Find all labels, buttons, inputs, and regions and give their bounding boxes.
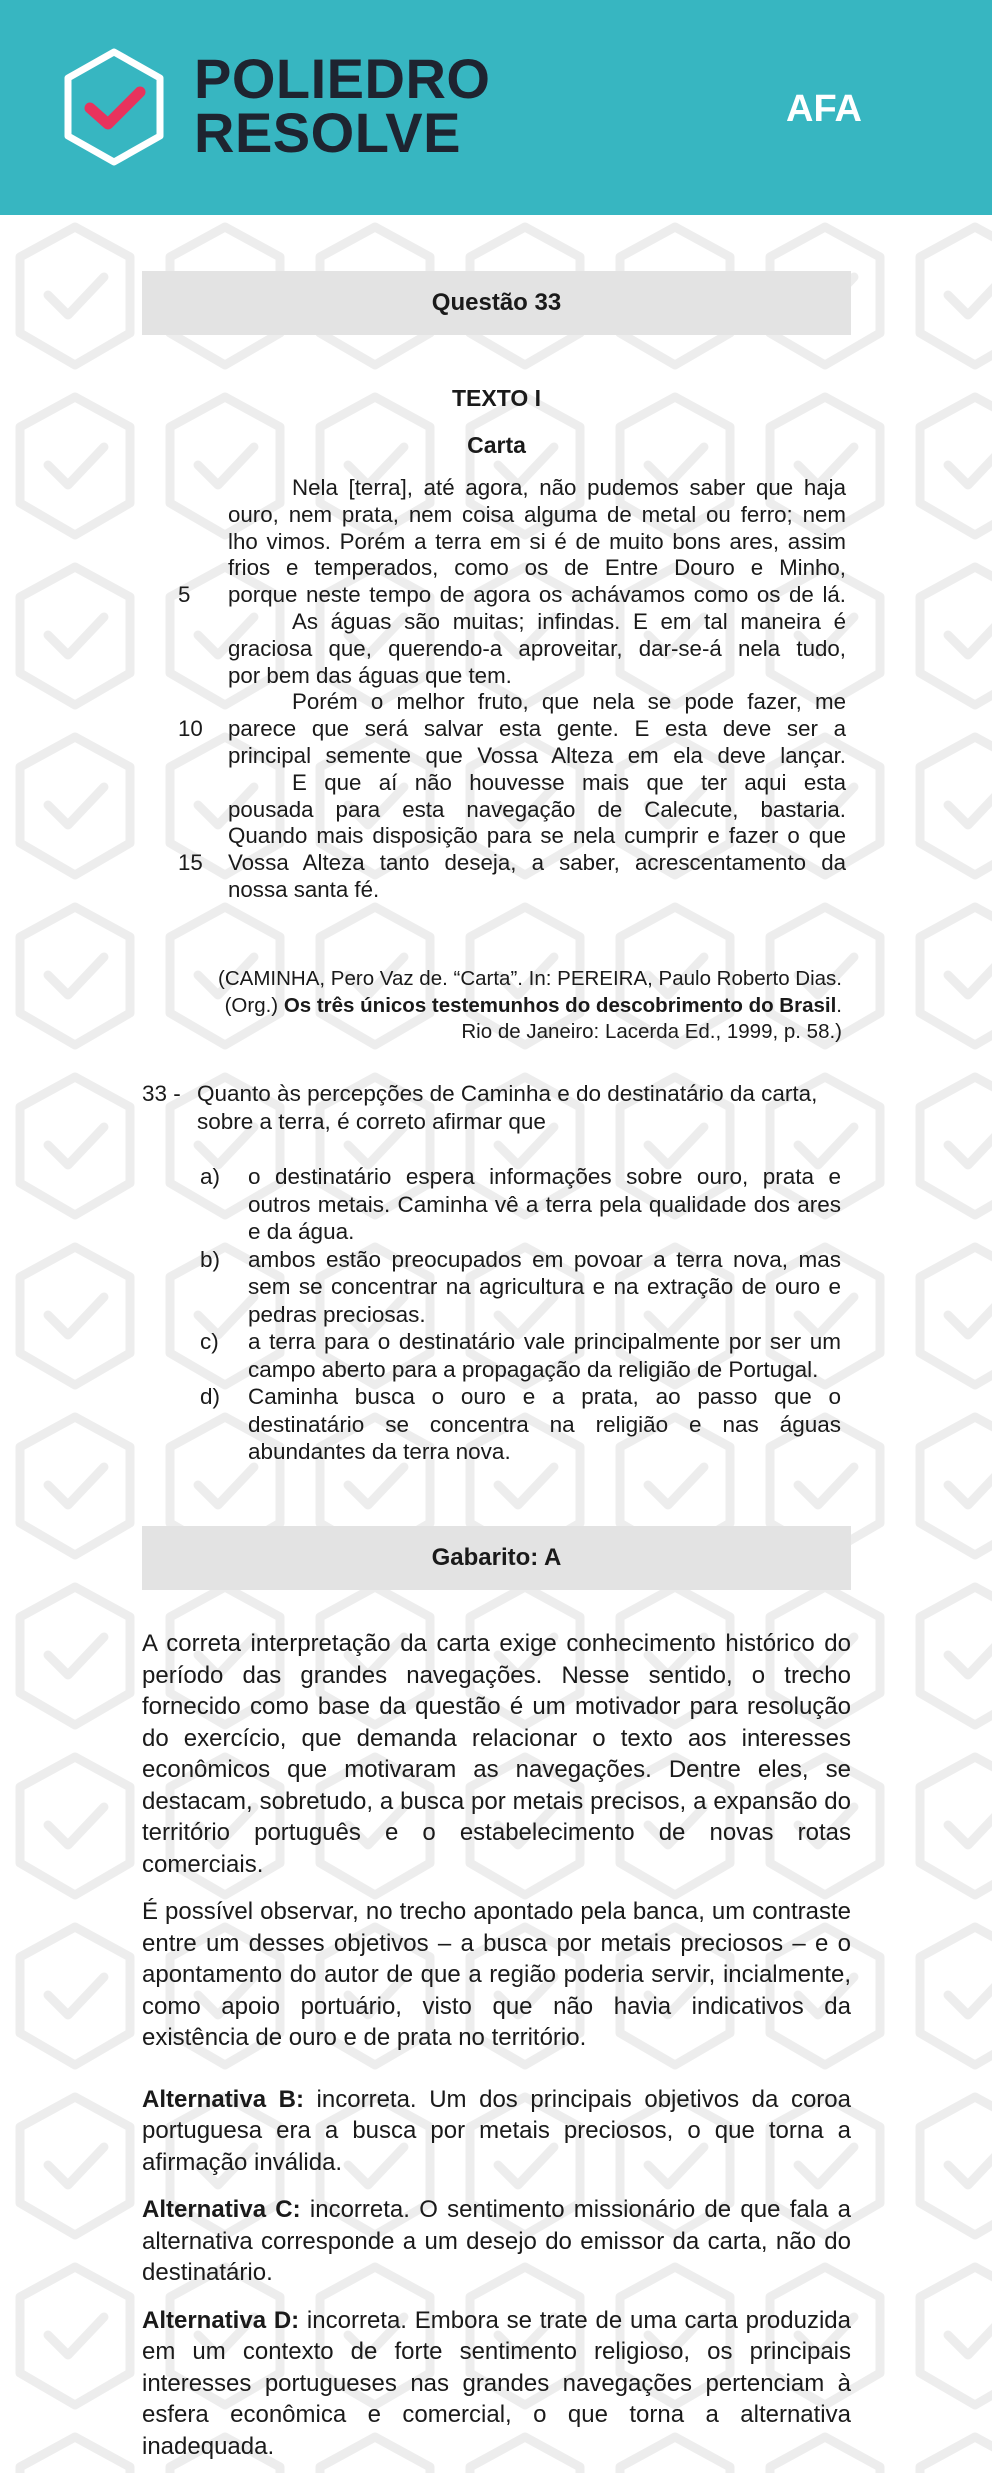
alternative-letter: d)	[200, 1384, 221, 1409]
alternative-text: Caminha busca o ouro e a prata, ao passo que o destinatário se concentra na religião e nas águas abundantes da terra nova.	[248, 1384, 841, 1464]
alternative-text: a terra para o destinatário vale principalmente por ser um campo aberto para a propagação da religião de Portugal.	[248, 1329, 841, 1382]
alternative-letter: b)	[200, 1246, 221, 1272]
explanation-paragraph-1: A correta interpretação da carta exige conhecimento histórico do período das grandes navegações. Nesse sentido, o trecho fornecido como base da questão é um motivador para resolução do exercício, que demanda relacionar o texto aos interesses econômicos que motivaram as navegações. Dentre eles, se destacam, sobretudo, a busca por metais precisos, a expansão do território português e o estabelecimento de novas rotas comerciais.	[142, 1630, 851, 1878]
line-text: parece que será salvar esta gente. E esta deve ser a	[228, 716, 846, 742]
letter-line	[160, 850, 846, 877]
letter-line	[160, 770, 846, 797]
brand-line-2: RESOLVE	[194, 101, 461, 164]
letter-line	[160, 609, 846, 636]
letter-line	[160, 877, 846, 904]
line-text: Porém o melhor fruto, que nela se pode fazer, me	[292, 689, 846, 715]
line-number: 10	[178, 716, 203, 742]
line-text: porque neste tempo de agora os achávamos como os de lá.	[228, 582, 846, 608]
line-text: graciosa que, querendo-a aproveitar, dar-se-á nela tudo,	[228, 635, 846, 661]
letter-excerpt	[160, 475, 846, 904]
letter-line	[160, 716, 846, 743]
source-book-title: Os três únicos testemunhos do descobrimento do Brasil	[283, 993, 837, 1017]
source-line-3: Rio de Janeiro: Lacerda Ed., 1999, p. 58.)	[461, 1020, 842, 1043]
explanation-paragraph-2: É possível observar, no trecho apontado pela banca, um contraste entre um desses objetivos – a busca por metais preciosos – e o apontamento do autor de que a região poderia servir, incialmente, como apoio portuário, visto que não havia indicativos da existência de ouro e de prata no território.	[142, 1898, 851, 2051]
brand-name	[194, 47, 491, 164]
line-text: pousada para esta navegação de Calecute, bastaria.	[228, 796, 846, 822]
letter-line	[160, 636, 846, 663]
answer-explanation	[142, 1628, 851, 2478]
letter-line	[160, 689, 846, 716]
letter-line	[160, 823, 846, 850]
question-title: Questão 33	[431, 289, 562, 316]
alternative-item	[200, 1163, 841, 1246]
letter-line	[160, 582, 846, 609]
line-text: frios e temperados, como os de Entre Douro e Minho,	[228, 555, 846, 581]
letter-line	[160, 663, 846, 690]
line-text: Nela [terra], até agora, não pudemos saber que haja	[292, 475, 846, 500]
source-line-2: (Org.) Os três únicos testemunhos do descobrimento do Brasil.	[224, 993, 842, 1017]
answer-key: Gabarito: A	[431, 1544, 562, 1571]
question-number: 33 -	[142, 1081, 181, 1106]
answer-key-bar	[142, 1526, 851, 1590]
line-text: principal semente que Vossa Alteza em ela deve lançar.	[228, 742, 846, 768]
question-stem: Quanto às percepções de Caminha e do destinatário da carta, sobre a terra, é correto afirmar que	[197, 1081, 818, 1134]
text-title: Carta	[467, 432, 526, 458]
header-banner	[0, 0, 992, 215]
question-title-bar	[142, 271, 851, 335]
line-number: 15	[178, 850, 203, 876]
letter-line	[160, 475, 846, 502]
letter-line	[160, 502, 846, 529]
letter-line	[160, 555, 846, 582]
brand-line-1: POLIEDRO	[194, 47, 491, 110]
source-line-1: (CAMINHA, Pero Vaz de. “Carta”. In: PEREIRA, Paulo Roberto Dias.	[218, 967, 842, 990]
alternative-d-comment: Alternativa D: incorreta. Embora se trate de uma carta produzida em um contexto de forte sentimento religioso, os principais interesses portugueses nas grandes navegações pertenciam à esfera econômica e comercial, o que torna a alternativa inadequada.	[142, 2306, 851, 2460]
line-number: 5	[178, 582, 191, 608]
line-text: ouro, nem prata, nem coisa alguma de metal ou ferro; nem	[228, 501, 846, 527]
text-label: TEXTO I	[451, 385, 542, 411]
alternatives-list	[200, 1163, 841, 1466]
alternative-text: o destinatário espera informações sobre ouro, prata e outros metais. Caminha vê a terra pela qualidade dos ares e da água.	[248, 1164, 841, 1244]
alternative-item	[200, 1328, 841, 1383]
poliedro-logo-icon	[60, 46, 168, 168]
letter-line	[160, 797, 846, 824]
alternative-letter: c)	[200, 1329, 219, 1354]
source-citation	[142, 966, 842, 1046]
alternative-item	[200, 1246, 841, 1329]
alternative-letter: a)	[200, 1164, 221, 1189]
alternative-c-comment: Alternativa C: incorreta. O sentimento missionário de que fala a alternativa corresponde a um desejo do emissor da carta, não do destinatário.	[142, 2196, 851, 2286]
letter-line	[160, 743, 846, 770]
alternative-b-comment: Alternativa B: incorreta. Um dos principais objetivos da coroa portuguesa era a busca por metais preciosos, o que torna a afirmação inválida.	[142, 2085, 851, 2176]
line-text: lho vimos. Porém a terra em si é de muito bons ares, assim	[228, 528, 846, 554]
alternative-text: ambos estão preocupados em povoar a terra nova, mas sem se concentrar na agricultura e na extração de ouro e pedras preciosas.	[248, 1246, 841, 1327]
line-text: E que aí não houvesse mais que ter aqui esta	[292, 769, 846, 795]
exam-label: AFA	[786, 88, 862, 130]
line-text: nossa santa fé.	[228, 876, 380, 902]
line-text: por bem das águas que tem.	[228, 662, 512, 688]
line-text: As águas são muitas; infindas. E em tal maneira é	[292, 608, 846, 634]
letter-line	[160, 529, 846, 556]
alternative-item	[200, 1383, 841, 1466]
line-text: Quando mais disposição para se nela cumprir e fazer o que	[228, 823, 846, 849]
line-text: Vossa Alteza tanto deseja, a saber, acrescentamento da	[228, 850, 846, 876]
